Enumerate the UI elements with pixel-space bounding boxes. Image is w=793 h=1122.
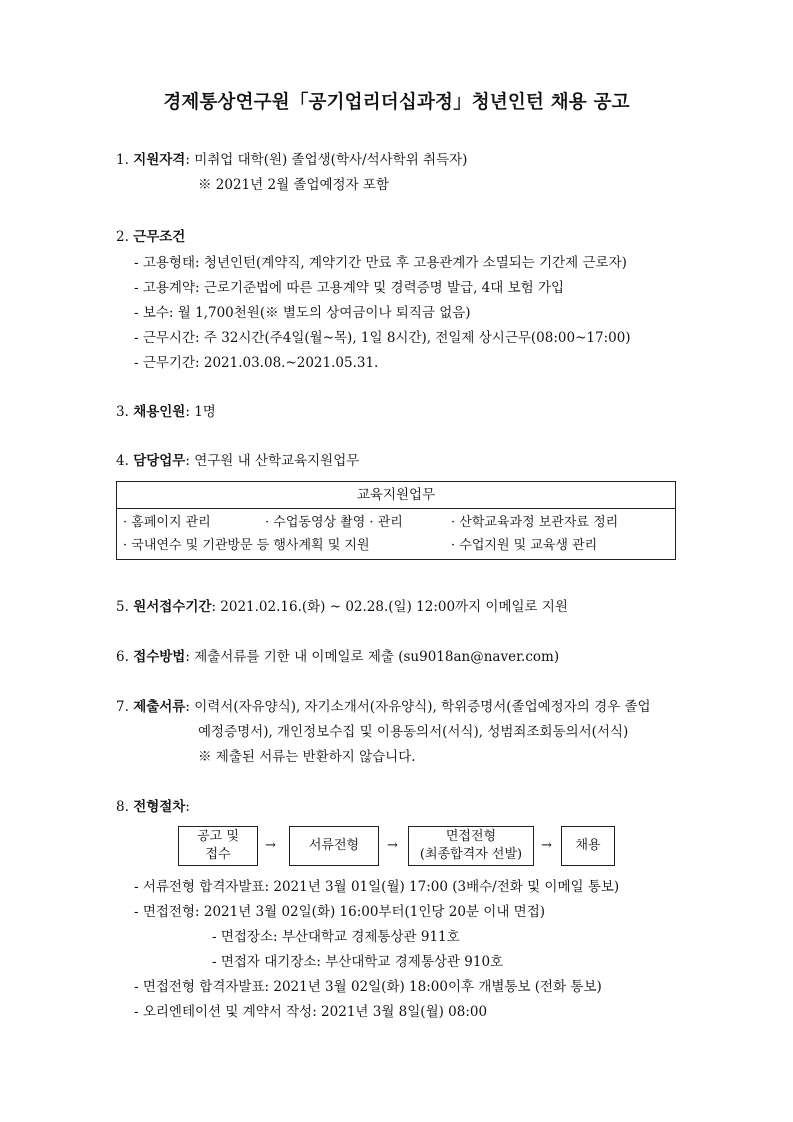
flow-arrow-icon: →	[387, 838, 398, 853]
eligibility-note: ※ 2021년 2월 졸업예정자 포함	[198, 177, 389, 193]
selection-item: - 오리엔테이션 및 계약서 작성: 2021년 3월 8일(월) 08:00	[134, 1004, 488, 1020]
flow-step-line: 공고 및	[197, 829, 239, 844]
section-selection-process	[116, 797, 190, 817]
section-label: 지원자격	[133, 152, 186, 168]
section-label: 담당업무	[133, 453, 186, 469]
duty-cell: · 홈페이지 관리	[123, 515, 211, 530]
flow-step-document-screening	[289, 826, 379, 866]
section-label: 원서접수기간	[133, 599, 212, 615]
section-text: : 연구원 내 산학교육지원업무	[185, 453, 360, 469]
work-condition-item: - 고용형태: 청년인턴(계약직, 계약기간 만료 후 고용관계가 소멸되는 기간제 근로자)	[134, 255, 627, 271]
section-label: 제출서류	[133, 699, 186, 715]
flow-step-line: (최종합격자 선발)	[419, 847, 523, 862]
flow-arrow-icon: →	[541, 838, 552, 853]
duty-cell: · 산학교육과정 보관자료 정리	[451, 515, 619, 530]
section-duties	[116, 451, 359, 471]
section-documents	[116, 697, 651, 717]
duty-cell: · 수업지원 및 교육생 관리	[451, 538, 598, 553]
flow-step-line: 서류전형	[308, 838, 360, 853]
flow-step-interview	[408, 826, 534, 866]
section-eligibility	[116, 150, 467, 170]
duty-table-header: 교육지원업무	[117, 482, 675, 509]
work-condition-item: - 근무시간: 주 32시간(주4일(월~목), 1일 8시간), 전일제 상시근무(08:00~17:00)	[134, 330, 631, 346]
section-number: 4.	[116, 453, 129, 469]
section-text: : 이력서(자유양식), 자기소개서(자유양식), 학위증명서(졸업예정자의 경우 졸업	[185, 699, 651, 715]
flow-step-line: 접수	[205, 847, 231, 862]
section-number: 3.	[116, 404, 129, 420]
section-headcount	[116, 402, 216, 422]
flow-step-line: 면접전형	[445, 829, 497, 844]
section-text: : 미취업 대학(원) 졸업생(학사/석사학위 취득자)	[185, 152, 468, 168]
section-number: 8.	[116, 799, 129, 815]
selection-item: - 면접전형: 2021년 3월 02일(화) 16:00부터(1인당 20분 이내 면접)	[134, 904, 545, 920]
section-label: 전형절차	[133, 799, 186, 815]
selection-item: - 면접전형 합격자발표: 2021년 3월 02일(화) 18:00이후 개별통보 (전화 통보)	[134, 979, 602, 995]
section-text: : 제출서류를 기한 내 이메일로 제출 (su9018an@naver.com)	[185, 649, 560, 665]
duty-cell: · 수업동영상 촬영 · 관리	[265, 515, 403, 530]
section-number: 7.	[116, 699, 129, 715]
section-text: : 2021.02.16.(화) ~ 02.28.(일) 12:00까지 이메일로 지원	[211, 599, 568, 615]
work-condition-item: - 고용계약: 근로기준법에 따른 고용계약 및 경력증명 발급, 4대 보험 가입	[134, 280, 565, 296]
selection-item: - 서류전형 합격자발표: 2021년 3월 01일(월) 17:00 (3배수/전화 및 이메일 통보)	[134, 879, 620, 895]
work-condition-item: - 근무기간: 2021.03.08.~2021.05.31.	[134, 355, 379, 371]
work-condition-item: - 보수: 월 1,700천원(※ 별도의 상여금이나 퇴직금 없음)	[134, 305, 471, 321]
flow-arrow-icon: →	[265, 838, 276, 853]
documents-continuation: 예정증명서), 개인정보수집 및 이용동의서(서식), 성범죄조회동의서(서식)	[198, 724, 629, 740]
section-colon: :	[185, 799, 190, 815]
section-label: 근무조건	[133, 229, 186, 245]
section-application-period	[116, 597, 568, 617]
section-label: 채용인원	[133, 404, 186, 420]
flow-step-line: 채용	[575, 838, 601, 853]
page-title: 경제통상연구원「공기업리더십과정」청년인턴 채용 공고	[163, 92, 630, 113]
selection-subitem: - 면접자 대기장소: 부산대학교 경제통상관 910호	[212, 954, 504, 970]
section-application-method	[116, 647, 559, 667]
duty-cell: · 국내연수 및 기관방문 등 행사계획 및 지원	[123, 538, 370, 553]
documents-note: ※ 제출된 서류는 반환하지 않습니다.	[198, 749, 416, 765]
section-text: : 1명	[185, 404, 216, 420]
section-work-conditions	[116, 227, 185, 247]
selection-subitem: - 면접장소: 부산대학교 경제통상관 911호	[212, 929, 460, 945]
flow-step-announcement	[178, 826, 258, 866]
section-number: 2.	[116, 229, 129, 245]
flow-step-hiring	[561, 826, 615, 866]
section-label: 접수방법	[133, 649, 186, 665]
section-number: 1.	[116, 152, 129, 168]
section-number: 5.	[116, 599, 129, 615]
section-number: 6.	[116, 649, 129, 665]
duty-table	[116, 481, 676, 560]
